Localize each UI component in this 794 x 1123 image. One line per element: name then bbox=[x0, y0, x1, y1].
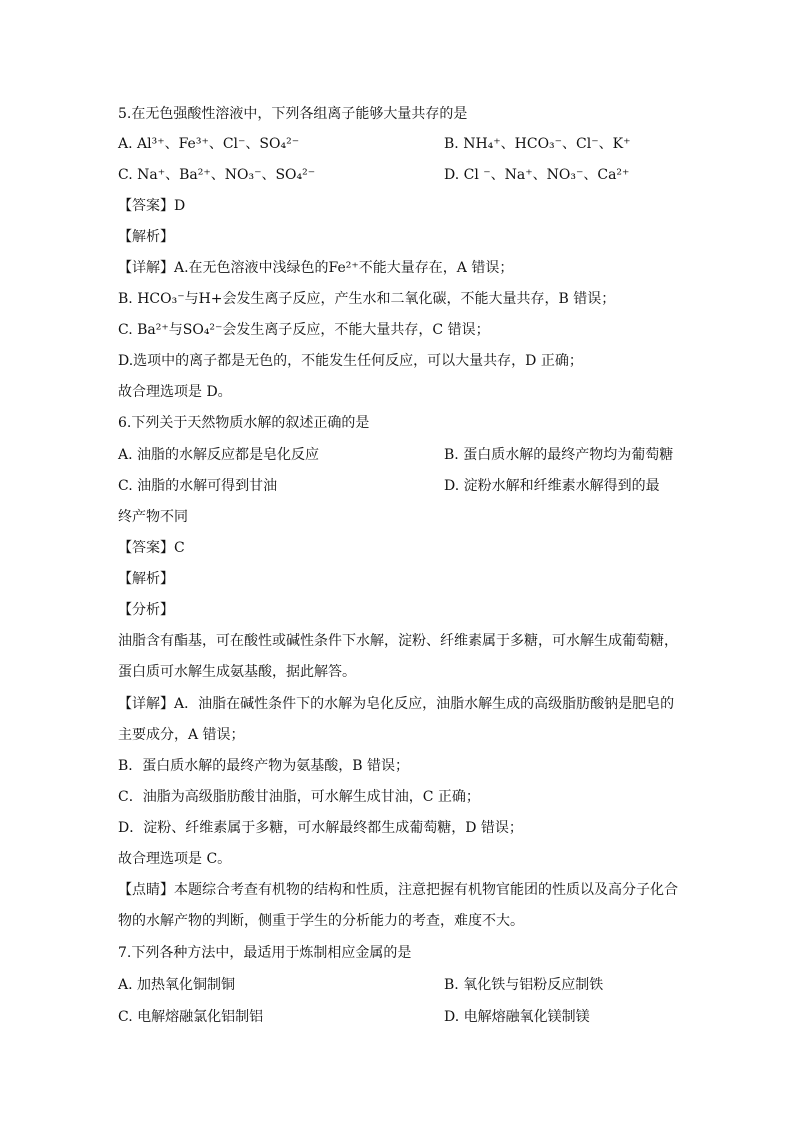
q6-dianjing-1: 【点睛】本题综合考查有机物的结构和性质，注意把握有机物官能团的性质以及高分子化合 bbox=[118, 882, 678, 898]
q7-stem: 7.下列各种方法中，最适用于炼制相应金属的是 bbox=[118, 945, 412, 961]
q5-answer: 【答案】D bbox=[118, 198, 186, 214]
q6-option-d-continued: 终产物不同 bbox=[118, 509, 188, 525]
q5-option-b: B. NH₄⁺、HCO₃⁻、Cl⁻、K⁺ bbox=[444, 136, 631, 152]
q6-fenxi-label: 【分析】 bbox=[118, 602, 174, 618]
q6-conclusion: 故合理选项是 C。 bbox=[118, 851, 232, 867]
q5-stem: 5.在无色强酸性溶液中，下列各组离子能够大量共存的是 bbox=[118, 106, 468, 122]
q6-detail-4: D．淀粉、纤维素属于多糖，可水解最终都生成葡萄糖，D 错误； bbox=[118, 820, 523, 836]
q6-dianjing-2: 物的水解产物的判断，侧重于学生的分析能力的考查，难度不大。 bbox=[118, 913, 524, 929]
q7-option-c: C. 电解熔融氯化铝制铝 bbox=[118, 1009, 264, 1025]
q6-option-a: A. 油脂的水解反应都是皂化反应 bbox=[118, 447, 320, 463]
q5-detail-2: B. HCO₃⁻与H+会发生离子反应，产生水和二氧化碳，不能大量共存，B 错误； bbox=[118, 291, 616, 307]
q6-answer: 【答案】C bbox=[118, 540, 185, 556]
q6-detail-3: C．油脂为高级脂肪酸甘油脂，可水解生成甘油，C 正确； bbox=[118, 789, 480, 805]
q6-stem: 6.下列关于天然物质水解的叙述正确的是 bbox=[118, 415, 370, 431]
q6-detail-2: B．蛋白质水解的最终产物为氨基酸，B 错误； bbox=[118, 758, 410, 774]
q7-option-b: B. 氧化铁与铝粉反应制铁 bbox=[444, 977, 604, 993]
q6-option-d: D. 淀粉水解和纤维素水解得到的最 bbox=[444, 478, 660, 494]
q5-option-a: A. Al³⁺、Fe³⁺、Cl⁻、SO₄²⁻ bbox=[118, 136, 300, 152]
q6-option-c: C. 油脂的水解可得到甘油 bbox=[118, 478, 278, 494]
q5-option-d: D. Cl ⁻、Na⁺、NO₃⁻、Ca²⁺ bbox=[444, 167, 630, 183]
q5-conclusion: 故合理选项是 D。 bbox=[118, 384, 232, 400]
q5-detail-4: D.选项中的离子都是无色的，不能发生任何反应，可以大量共存，D 正确； bbox=[118, 353, 583, 369]
q7-option-d: D. 电解熔融氧化镁制镁 bbox=[444, 1009, 590, 1025]
q6-fenxi-2: 蛋白质可水解生成氨基酸，据此解答。 bbox=[118, 664, 356, 680]
q5-option-c: C. Na⁺、Ba²⁺、NO₃⁻、SO₄²⁻ bbox=[118, 167, 316, 183]
q6-detail-1-continued: 主要成分，A 错误； bbox=[118, 727, 245, 743]
q6-detail-1: 【详解】A．油脂在碱性条件下的水解为皂化反应，油脂水解生成的高级脂肪酸钠是肥皂的 bbox=[118, 696, 675, 712]
q6-option-b: B. 蛋白质水解的最终产物均为葡萄糖 bbox=[444, 447, 674, 463]
q5-analysis-label: 【解析】 bbox=[118, 229, 174, 245]
q5-detail-3: C. Ba²⁺与SO₄²⁻会发生离子反应，不能大量共存，C 错误； bbox=[118, 322, 490, 338]
q6-fenxi-1: 油脂含有酯基，可在酸性或碱性条件下水解，淀粉、纤维素属于多糖，可水解生成葡萄糖， bbox=[118, 633, 678, 649]
q5-detail-1: 【详解】A.在无色溶液中浅绿色的Fe²⁺不能大量存在，A 错误； bbox=[118, 260, 514, 276]
q6-analysis-label: 【解析】 bbox=[118, 571, 174, 587]
q7-option-a: A. 加热氧化铜制铜 bbox=[118, 977, 236, 993]
